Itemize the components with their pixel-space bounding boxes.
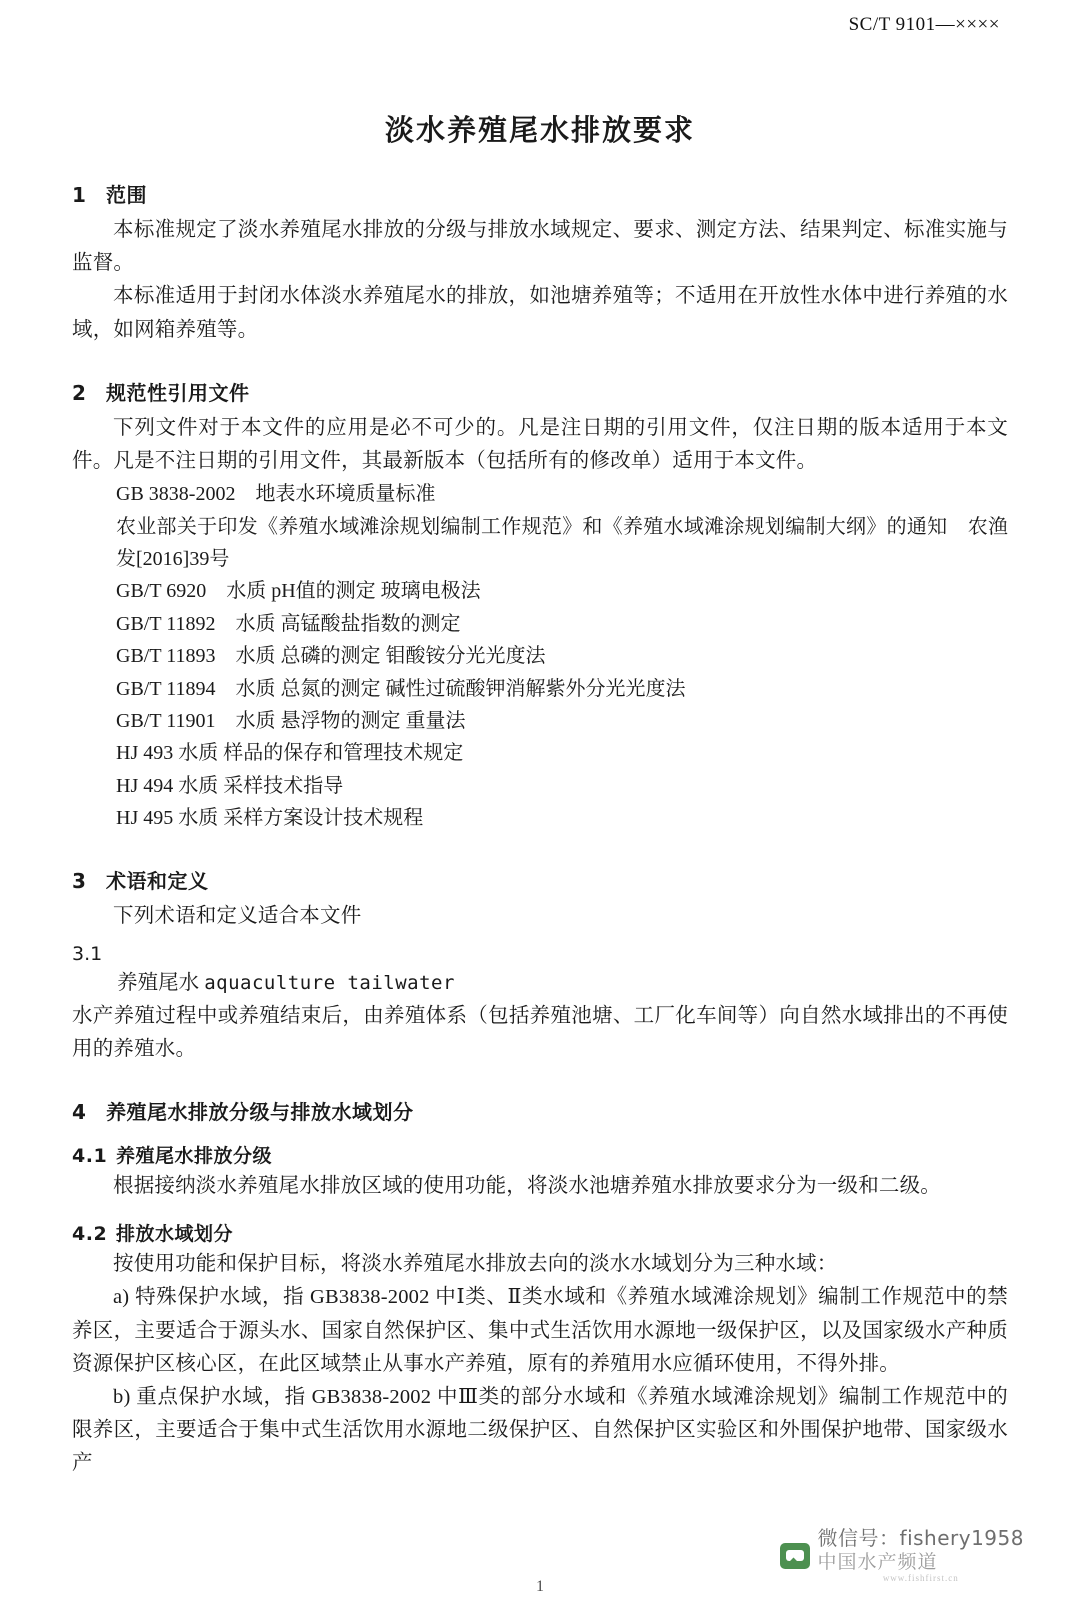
subsection-heading-4-1 xyxy=(72,1141,1008,1168)
watermark-url: www.fishfirst.cn xyxy=(882,1573,959,1584)
section-1-paragraph-2: 本标准适用于封闭水体淡水养殖尾水的排放，如池塘养殖等；不适用在开放性水体中进行养殖的水域，如网箱养殖等。 xyxy=(72,285,1008,341)
wechat-icon xyxy=(780,1543,810,1569)
subsection-4-2-paragraph: 按使用功能和保护目标，将淡水养殖尾水排放去向的淡水水域划分为三种水域： xyxy=(113,1253,838,1276)
term-definition: 水产养殖过程中或养殖结束后，由养殖体系（包括养殖池塘、工厂化车间等）向自然水域排出的不再使用的养殖水。 xyxy=(72,1004,1008,1060)
section-title-3: 术语和定义 xyxy=(106,868,209,893)
section-2-paragraph-1: 下列文件对于本文件的应用是必不可少的。凡是注日期的引用文件，仅注日期的版本适用于本文件。凡是不注日期的引用文件，其最新版本（包括所有的修改单）适用于本文件。 xyxy=(72,416,1008,473)
reference-item: GB/T 11894 水质 总氮的测定 碱性过硫酸钾消解紫外分光光度法 xyxy=(116,677,686,700)
watermark-wechat-id: 微信号：fishery1958 xyxy=(817,1526,1024,1551)
list-item-a: a) 特殊保护水域，指 GB3838-2002 中Ⅰ类、Ⅱ类水域和《养殖水域滩涂规划》编制工作规范中的禁养区，主要适合于源头水、国家自然保护区、集中式生活饮用水源地一级保护区，以及国家级水产种质资源保护区核心区，在此区域禁止从事水产养殖，原有的养殖用水应循环使用，不得外排。 xyxy=(72,1286,1008,1375)
reference-item: GB/T 11901 水质 悬浮物的测定 重量法 xyxy=(116,709,466,732)
term-chinese: 养殖尾水 xyxy=(117,971,200,994)
reference-item: GB/T 11892 水质 高锰酸盐指数的测定 xyxy=(116,612,461,635)
subsection-number-4-1: 4.1 xyxy=(72,1144,108,1167)
watermark xyxy=(780,1527,1024,1584)
section-number-1: 1 xyxy=(72,183,87,207)
section-heading-3 xyxy=(72,865,1008,894)
page-number: 1 xyxy=(536,1578,544,1595)
subsection-title-4-2: 排放水域划分 xyxy=(116,1223,234,1246)
section-heading-1 xyxy=(72,179,1008,208)
subsection-4-1-paragraph: 根据接纳淡水养殖尾水排放区域的使用功能，将淡水池塘养殖水排放要求分为一级和二级。 xyxy=(113,1174,941,1197)
subsection-number-4-2: 4.2 xyxy=(72,1223,108,1246)
page-title: 淡水养殖尾水排放要求 xyxy=(384,113,695,147)
clause-number-3-1: 3.1 xyxy=(72,942,103,965)
reference-item: GB 3838-2002 地表水环境质量标准 xyxy=(116,483,436,506)
reference-item: GB/T 6920 水质 pH值的测定 玻璃电极法 xyxy=(116,580,481,603)
watermark-text xyxy=(818,1527,1024,1584)
section-number-2: 2 xyxy=(72,380,87,405)
watermark-site-name: 中国水产频道 xyxy=(817,1550,938,1573)
section-heading-2 xyxy=(72,377,1008,406)
section-title-4: 养殖尾水排放分级与排放水域划分 xyxy=(106,1099,414,1124)
reference-item: HJ 493 水质 样品的保存和管理技术规定 xyxy=(116,742,464,765)
section-number-4: 4 xyxy=(72,1099,87,1124)
term-entry xyxy=(72,967,1008,1000)
reference-item: GB/T 11893 水质 总磷的测定 钼酸铵分光光度法 xyxy=(116,645,546,668)
subsection-title-4-1: 养殖尾水排放分级 xyxy=(116,1144,273,1167)
section-title-1: 范围 xyxy=(106,183,147,207)
term-english: aquaculture tailwater xyxy=(204,971,455,994)
section-3-paragraph-1: 下列术语和定义适合本文件 xyxy=(113,904,362,927)
list-item-b: b) 重点保护水域，指 GB3838-2002 中Ⅲ类的部分水域和《养殖水域滩涂规划》编制工作规范中的限养区，主要适合于集中式生活饮用水源地二级保护区、自然保护区实验区和外围保护地带、国家级水产 xyxy=(72,1385,1008,1475)
section-heading-4 xyxy=(72,1096,1008,1125)
reference-item: HJ 494 水质 采样技术指导 xyxy=(116,774,344,797)
section-title-2: 规范性引用文件 xyxy=(106,380,250,405)
page-header: SC/T 9101—×××× xyxy=(848,14,1000,35)
subsection-heading-4-2 xyxy=(72,1219,1008,1246)
reference-item: 农业部关于印发《养殖水域滩涂规划编制工作规范》和《养殖水域滩涂规划编制大纲》的通知 农渔发[2016]39号 xyxy=(116,515,1008,570)
section-1-paragraph-1: 本标准规定了淡水养殖尾水排放的分级与排放水域规定、要求、测定方法、结果判定、标准实施与监督。 xyxy=(72,219,1008,275)
section-number-3: 3 xyxy=(72,868,87,893)
reference-item: HJ 495 水质 采样方案设计技术规程 xyxy=(116,807,424,830)
